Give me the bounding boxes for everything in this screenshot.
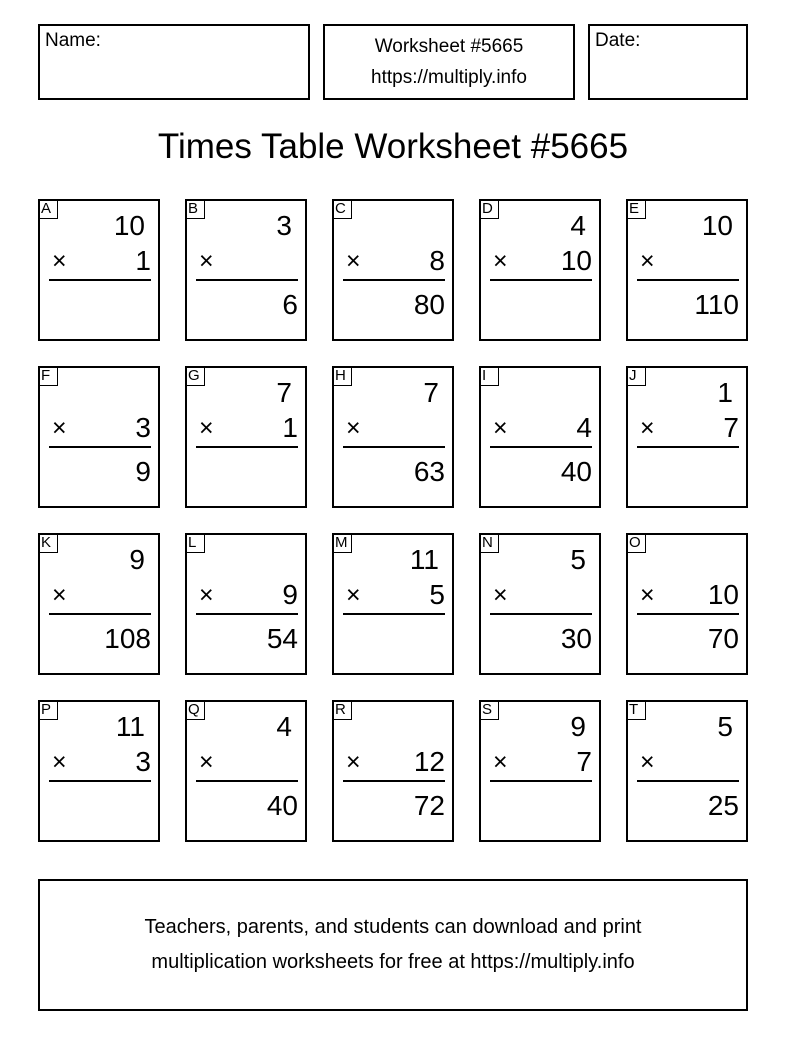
problem-letter: I xyxy=(479,366,499,386)
multiplier: 4 xyxy=(576,412,592,443)
problem-box xyxy=(479,366,601,508)
answer-rule xyxy=(343,446,445,448)
times-sign: × xyxy=(52,414,67,442)
footer-box xyxy=(38,879,748,1011)
problem-box xyxy=(479,533,601,675)
times-sign: × xyxy=(52,581,67,609)
product: 6 xyxy=(282,289,298,320)
date-label: Date: xyxy=(595,30,641,51)
answer-rule xyxy=(490,780,592,782)
times-sign: × xyxy=(199,247,214,275)
multiplicand: 4 xyxy=(570,210,586,241)
product: 30 xyxy=(560,623,592,654)
problem-letter: A xyxy=(38,199,58,219)
answer-rule xyxy=(490,446,592,448)
multiplicand: 5 xyxy=(570,544,586,575)
problem-box xyxy=(626,199,748,341)
problem-letter: E xyxy=(626,199,646,219)
problem-box xyxy=(332,366,454,508)
problem-letter: R xyxy=(332,700,352,720)
date-box[interactable] xyxy=(588,24,748,100)
problem-letter: J xyxy=(626,366,646,386)
multiplier: 3 xyxy=(135,746,151,777)
answer-rule xyxy=(49,613,151,615)
problem-letter: H xyxy=(332,366,352,386)
answer-rule xyxy=(343,613,445,615)
problem-box xyxy=(38,700,160,842)
times-sign: × xyxy=(346,247,361,275)
times-sign: × xyxy=(493,581,508,609)
problem-letter: F xyxy=(38,366,58,386)
name-box[interactable] xyxy=(38,24,310,100)
problem-box xyxy=(332,700,454,842)
answer-rule xyxy=(196,446,298,448)
answer-rule xyxy=(49,446,151,448)
product: 110 xyxy=(694,289,739,320)
times-sign: × xyxy=(493,414,508,442)
problem-box xyxy=(185,366,307,508)
problem-box xyxy=(332,533,454,675)
multiplier: 3 xyxy=(135,412,151,443)
product: 108 xyxy=(104,623,151,654)
multiplicand: 9 xyxy=(570,711,586,742)
multiplier: 12 xyxy=(413,746,445,777)
problem-letter: K xyxy=(38,533,58,553)
product: 63 xyxy=(413,456,445,487)
multiplier: 10 xyxy=(707,579,739,610)
times-sign: × xyxy=(199,414,214,442)
multiplier: 8 xyxy=(429,245,445,276)
problem-letter: M xyxy=(332,533,352,553)
times-sign: × xyxy=(493,247,508,275)
multiplicand: 4 xyxy=(276,711,292,742)
multiplier: 10 xyxy=(560,245,592,276)
times-sign: × xyxy=(52,247,67,275)
answer-rule xyxy=(490,613,592,615)
times-sign: × xyxy=(640,748,655,776)
problem-box xyxy=(185,199,307,341)
multiplicand: 11 xyxy=(409,544,439,575)
answer-rule xyxy=(343,279,445,281)
product: 80 xyxy=(413,289,445,320)
multiplier: 7 xyxy=(723,412,739,443)
page-title: Times Table Worksheet #5665 xyxy=(157,127,629,166)
product: 40 xyxy=(560,456,592,487)
problem-letter: O xyxy=(626,533,646,553)
times-sign: × xyxy=(346,414,361,442)
answer-rule xyxy=(637,780,739,782)
problem-letter: P xyxy=(38,700,58,720)
answer-rule xyxy=(637,446,739,448)
problem-letter: G xyxy=(185,366,205,386)
product: 40 xyxy=(266,790,298,821)
multiplicand: 9 xyxy=(129,544,145,575)
answer-rule xyxy=(196,780,298,782)
problem-letter: N xyxy=(479,533,499,553)
times-sign: × xyxy=(346,581,361,609)
worksheet-url: https://multiply.info xyxy=(371,67,527,88)
times-sign: × xyxy=(640,414,655,442)
multiplicand: 5 xyxy=(717,711,733,742)
times-sign: × xyxy=(199,748,214,776)
worksheet-info-box xyxy=(323,24,575,100)
answer-rule xyxy=(343,780,445,782)
multiplier: 1 xyxy=(282,412,298,443)
product: 72 xyxy=(413,790,445,821)
times-sign: × xyxy=(493,748,508,776)
times-sign: × xyxy=(640,247,655,275)
answer-rule xyxy=(196,613,298,615)
problem-letter: L xyxy=(185,533,205,553)
answer-rule xyxy=(49,780,151,782)
problem-letter: C xyxy=(332,199,352,219)
problem-box xyxy=(626,533,748,675)
times-sign: × xyxy=(199,581,214,609)
times-sign: × xyxy=(640,581,655,609)
problem-box xyxy=(38,533,160,675)
problem-letter: Q xyxy=(185,700,205,720)
problem-letter: B xyxy=(185,199,205,219)
problem-box xyxy=(626,366,748,508)
product: 54 xyxy=(266,623,298,654)
problem-letter: D xyxy=(479,199,499,219)
answer-rule xyxy=(49,279,151,281)
answer-rule xyxy=(490,279,592,281)
multiplicand: 7 xyxy=(276,377,292,408)
name-label: Name: xyxy=(45,30,101,51)
footer-line-1: Teachers, parents, and students can download and print xyxy=(144,916,642,938)
answer-rule xyxy=(637,613,739,615)
product: 70 xyxy=(707,623,739,654)
problem-letter: S xyxy=(479,700,499,720)
problem-box xyxy=(38,199,160,341)
multiplier: 1 xyxy=(135,245,151,276)
times-sign: × xyxy=(346,748,361,776)
problem-box xyxy=(626,700,748,842)
multiplicand: 10 xyxy=(113,210,145,241)
problem-box xyxy=(479,700,601,842)
multiplier: 5 xyxy=(429,579,445,610)
times-sign: × xyxy=(52,748,67,776)
multiplier: 7 xyxy=(576,746,592,777)
problem-box xyxy=(332,199,454,341)
product: 9 xyxy=(135,456,151,487)
multiplicand: 3 xyxy=(276,210,292,241)
worksheet-number: Worksheet #5665 xyxy=(374,36,524,57)
product: 25 xyxy=(707,790,739,821)
multiplicand: 11 xyxy=(115,711,145,742)
multiplier: 9 xyxy=(282,579,298,610)
problem-box xyxy=(38,366,160,508)
answer-rule xyxy=(637,279,739,281)
multiplicand: 1 xyxy=(717,377,733,408)
problem-box xyxy=(185,700,307,842)
problem-letter: T xyxy=(626,700,646,720)
multiplicand: 7 xyxy=(423,377,439,408)
answer-rule xyxy=(196,279,298,281)
footer-line-2: multiplication worksheets for free at https://multiply.info xyxy=(151,951,635,973)
problem-box xyxy=(479,199,601,341)
problem-box xyxy=(185,533,307,675)
multiplicand: 10 xyxy=(701,210,733,241)
